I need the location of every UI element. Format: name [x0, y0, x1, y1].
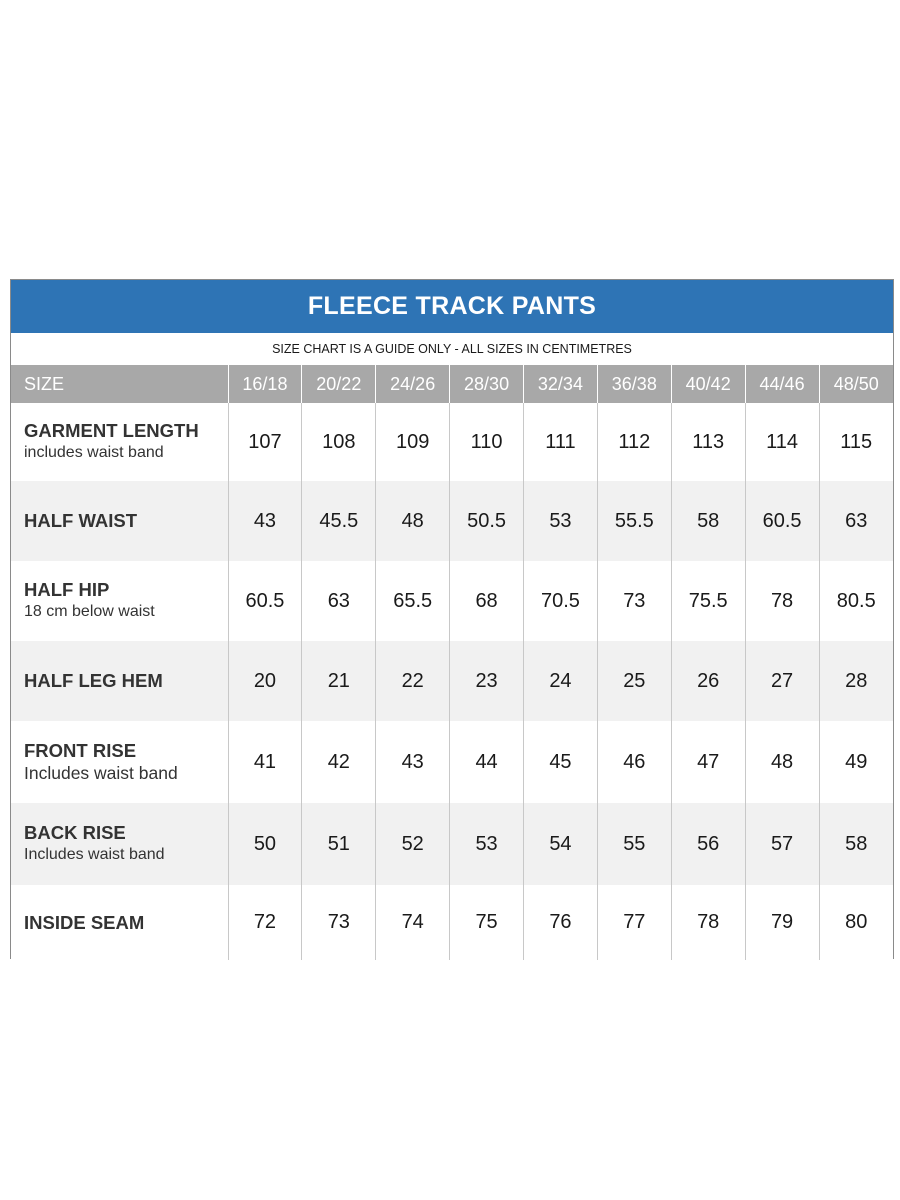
- row-name: INSIDE SEAM: [24, 911, 145, 933]
- table-cell: 54: [524, 803, 598, 885]
- table-cell: 115: [819, 403, 893, 481]
- row-label: [11, 403, 228, 481]
- table-cell: 63: [302, 561, 376, 641]
- table-cell: 73: [597, 561, 671, 641]
- table-cell: 77: [597, 885, 671, 960]
- table-cell: 42: [302, 721, 376, 803]
- table-cell: 78: [745, 561, 819, 641]
- table-cell: 26: [671, 641, 745, 721]
- row-name: FRONT RISE: [24, 740, 137, 761]
- table-cell: 50: [228, 803, 302, 885]
- table-cell: 111: [524, 403, 598, 481]
- row-name: HALF HIP: [24, 579, 110, 600]
- table-cell: 60.5: [745, 481, 819, 561]
- chart-subtitle: SIZE CHART IS A GUIDE ONLY - ALL SIZES IN CENTIMETRES: [272, 342, 632, 356]
- table-cell: 41: [228, 721, 302, 803]
- row-name: BACK RISE: [24, 822, 126, 843]
- row-note: Includes waist band: [24, 763, 178, 783]
- table-cell: 50.5: [450, 481, 524, 561]
- table-row: [11, 641, 893, 721]
- table-cell: 74: [376, 885, 450, 960]
- table-cell: 55.5: [597, 481, 671, 561]
- row-note: Includes waist band: [24, 846, 165, 863]
- table-cell: 68: [450, 561, 524, 641]
- row-label: [11, 721, 228, 803]
- size-column-header: 24/26: [376, 365, 450, 403]
- table-cell: 65.5: [376, 561, 450, 641]
- chart-title: FLEECE TRACK PANTS: [11, 280, 893, 333]
- table-cell: 22: [376, 641, 450, 721]
- row-name: HALF LEG HEM: [24, 670, 163, 691]
- table-cell: 70.5: [524, 561, 598, 641]
- row-name: GARMENT LENGTH: [24, 420, 199, 441]
- table-cell: 75.5: [671, 561, 745, 641]
- table-cell: 79: [745, 885, 819, 960]
- row-label: [11, 561, 228, 641]
- table-cell: 53: [524, 481, 598, 561]
- size-column-header: 36/38: [597, 365, 671, 403]
- table-cell: 113: [671, 403, 745, 481]
- table-cell: 51: [302, 803, 376, 885]
- table-cell: 48: [376, 481, 450, 561]
- row-label: [11, 803, 228, 885]
- table-cell: 75: [450, 885, 524, 960]
- table-cell: 24: [524, 641, 598, 721]
- table-cell: 60.5: [228, 561, 302, 641]
- table-cell: 78: [671, 885, 745, 960]
- size-column-header: 40/42: [671, 365, 745, 403]
- table-cell: 46: [597, 721, 671, 803]
- table-cell: 20: [228, 641, 302, 721]
- size-header-label: SIZE: [24, 373, 65, 394]
- size-column-header: 44/46: [745, 365, 819, 403]
- table-cell: 28: [819, 641, 893, 721]
- table-cell: 53: [450, 803, 524, 885]
- table-cell: 109: [376, 403, 450, 481]
- table-cell: 63: [819, 481, 893, 561]
- row-note: 18 cm below waist: [24, 603, 155, 620]
- size-column-header: 32/34: [524, 365, 598, 403]
- table-cell: 114: [745, 403, 819, 481]
- size-table: [11, 365, 893, 960]
- row-label: [11, 885, 228, 960]
- table-row: [11, 721, 893, 803]
- table-cell: 80.5: [819, 561, 893, 641]
- row-name: HALF WAIST: [24, 510, 138, 531]
- header-row: [11, 365, 893, 403]
- size-chart: [10, 279, 894, 959]
- table-cell: 56: [671, 803, 745, 885]
- table-row: [11, 561, 893, 641]
- row-label: [11, 641, 228, 721]
- table-cell: 49: [819, 721, 893, 803]
- table-cell: 72: [228, 885, 302, 960]
- size-column-header: 20/22: [302, 365, 376, 403]
- row-label: [11, 481, 228, 561]
- table-cell: 58: [819, 803, 893, 885]
- table-cell: 27: [745, 641, 819, 721]
- table-row: [11, 481, 893, 561]
- size-column-header: 48/50: [819, 365, 893, 403]
- table-cell: 45: [524, 721, 598, 803]
- size-column-header: 28/30: [450, 365, 524, 403]
- table-cell: 73: [302, 885, 376, 960]
- table-cell: 25: [597, 641, 671, 721]
- table-cell: 43: [376, 721, 450, 803]
- table-cell: 110: [450, 403, 524, 481]
- size-column-header: 16/18: [228, 365, 302, 403]
- table-cell: 52: [376, 803, 450, 885]
- table-cell: 108: [302, 403, 376, 481]
- table-cell: 48: [745, 721, 819, 803]
- table-cell: 23: [450, 641, 524, 721]
- table-cell: 55: [597, 803, 671, 885]
- table-cell: 80: [819, 885, 893, 960]
- table-cell: 76: [524, 885, 598, 960]
- table-row: [11, 803, 893, 885]
- table-cell: 47: [671, 721, 745, 803]
- table-cell: 112: [597, 403, 671, 481]
- table-cell: 107: [228, 403, 302, 481]
- table-cell: 45.5: [302, 481, 376, 561]
- table-cell: 57: [745, 803, 819, 885]
- table-cell: 43: [228, 481, 302, 561]
- row-note: includes waist band: [24, 444, 164, 461]
- table-row: [11, 885, 893, 960]
- table-cell: 58: [671, 481, 745, 561]
- table-cell: 44: [450, 721, 524, 803]
- table-cell: 21: [302, 641, 376, 721]
- table-row: [11, 403, 893, 481]
